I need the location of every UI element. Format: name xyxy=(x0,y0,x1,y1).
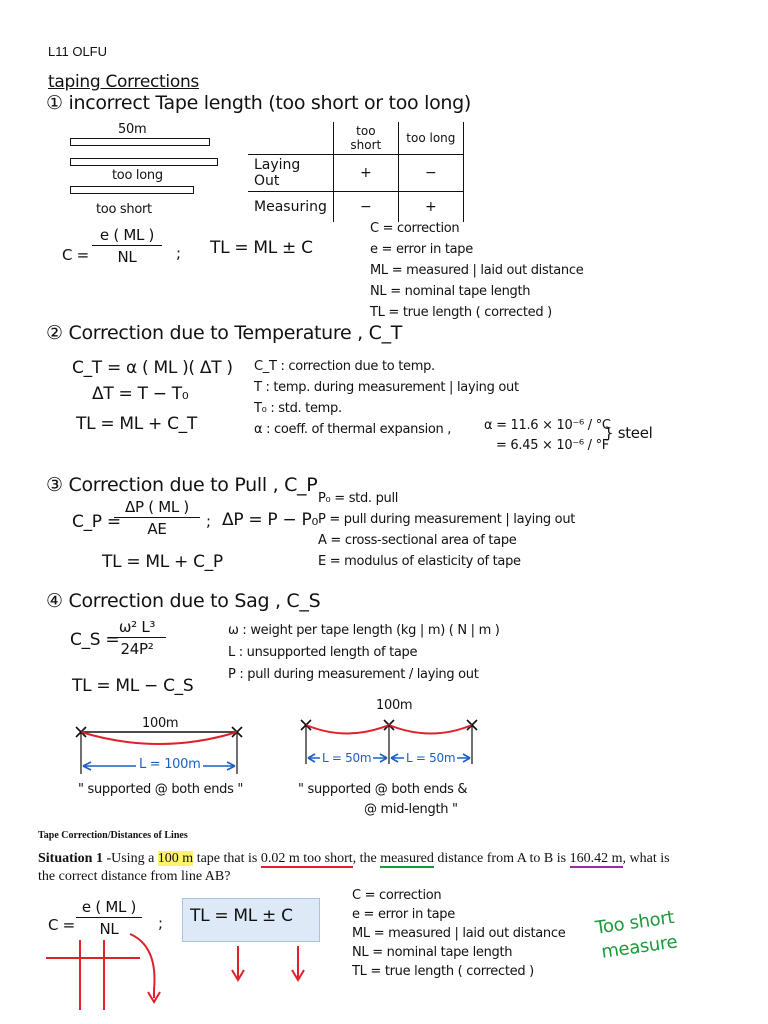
green-note-too-short: Too short xyxy=(594,906,676,939)
pull-fraction xyxy=(114,498,200,538)
row-label-laying-out: Laying Out xyxy=(248,155,333,192)
cell-measuring-short: − xyxy=(333,192,398,223)
legend-ml: ML = measured | laid out distance xyxy=(370,263,584,278)
pull-formula-lhs: C_P = xyxy=(72,512,121,532)
temp-formula-tl: TL = ML + C_T xyxy=(76,414,197,434)
problem-t4: distance from A to B is xyxy=(433,851,570,866)
steel-label: } steel xyxy=(604,424,653,442)
sag2-L2-label: L = 50m xyxy=(406,751,456,765)
pull-semicolon: ; xyxy=(206,512,211,530)
section-1-heading: ① incorrect Tape length (too short or too long) xyxy=(46,92,472,114)
bottom-legend-e: e = error in tape xyxy=(352,907,455,922)
row-label-measuring: Measuring xyxy=(248,192,333,223)
sag1-caption: " supported @ both ends " xyxy=(78,782,244,797)
highlight-measured: measured xyxy=(380,851,434,866)
tape-long-label: too long xyxy=(112,168,163,183)
sag2-caption-2: @ mid-length " xyxy=(364,802,458,817)
legend-p: P = pull during measurement | laying out xyxy=(318,512,576,527)
page-label: L11 OLFU xyxy=(48,44,108,59)
sag2-diagram xyxy=(292,714,492,778)
pull-denominator: AE xyxy=(147,520,167,538)
alpha-fahrenheit: = 6.45 × 10⁻⁶ / °F xyxy=(496,438,609,453)
sag1-diagram xyxy=(64,722,264,782)
sag1-curve xyxy=(81,732,237,744)
bottom-legend-ml: ML = measured | laid out distance xyxy=(352,926,566,941)
temp-formula-ct: C_T = α ( ML )( ΔT ) xyxy=(72,358,233,378)
tape-long-bar xyxy=(70,158,218,166)
notes-title: taping Corrections xyxy=(48,72,199,92)
legend-t: T : temp. during measurement | laying out xyxy=(254,380,519,395)
sag-numerator: ω² L³ xyxy=(108,618,166,638)
legend-omega: ω : weight per tape length (kg | m) ( N | m ) xyxy=(228,623,500,638)
legend-p-sag: P : pull during measurement / laying out xyxy=(228,667,479,682)
tape-50m-label: 50m xyxy=(118,122,147,137)
formula-c-fraction xyxy=(92,226,162,266)
sec4-legend xyxy=(228,620,500,686)
situation-label: Situation 1 - xyxy=(38,851,112,866)
highlight-too-short: 0.02 m too short xyxy=(260,851,353,866)
sag2-length: 100m xyxy=(376,698,413,713)
annotation-red-marks xyxy=(40,930,330,1020)
legend-t0: T₀ : std. temp. xyxy=(254,401,342,416)
legend-l: L : unsupported length of tape xyxy=(228,645,418,660)
legend-p0: P₀ = std. pull xyxy=(318,491,399,506)
legend-e-mod: E = modulus of elasticity of tape xyxy=(318,554,521,569)
green-note-measure: measure xyxy=(600,931,679,963)
formula-c-lhs: C = xyxy=(62,246,89,264)
legend-alpha: α : coeff. of thermal expansion , xyxy=(254,422,452,437)
formula-tl: TL = ML ± C xyxy=(210,238,313,258)
legend-tl: TL = true length ( corrected ) xyxy=(370,305,552,320)
legend-a: A = cross-sectional area of tape xyxy=(318,533,517,548)
formula-c-denominator: NL xyxy=(117,248,137,266)
cell-laying-long: − xyxy=(398,155,463,192)
red-curve-arrow xyxy=(130,934,155,998)
bottom-c-denominator: NL xyxy=(99,920,119,938)
bottom-legend-nl: NL = nominal tape length xyxy=(352,945,513,960)
section-3-heading: ③ Correction due to Pull , C_P xyxy=(46,474,318,496)
legend-nl: NL = nominal tape length xyxy=(370,284,531,299)
tape-short-bar xyxy=(70,186,194,194)
bottom-legend xyxy=(352,886,565,981)
problem-text-line-2: the correct distance from line AB? xyxy=(38,869,231,884)
sag1-L-label: L = 100m xyxy=(136,757,203,772)
tape-short-label: too short xyxy=(96,202,152,217)
bottom-tl: TL = ML ± C xyxy=(190,906,293,926)
problem-t1: Using a xyxy=(111,851,158,866)
bottom-legend-c: C = correction xyxy=(352,888,442,903)
red-vertical-lines xyxy=(80,940,104,1010)
sag-denominator: 24P² xyxy=(120,640,154,658)
highlight-160-42: 160.42 m xyxy=(569,851,623,866)
red-arrow-c xyxy=(292,946,304,980)
section-2-heading: ② Correction due to Temperature , C_T xyxy=(46,322,403,344)
highlight-100m: 100 m xyxy=(157,851,194,866)
sag2-L1-label: L = 50m xyxy=(322,751,372,765)
sag1-length: 100m xyxy=(142,716,179,731)
bottom-c-lhs: C = xyxy=(48,916,75,934)
sec3-legend xyxy=(318,488,575,572)
section-4-heading: ④ Correction due to Sag , C_S xyxy=(46,590,321,612)
problem-t2: tape that is xyxy=(193,851,261,866)
temp-formula-dt: ΔT = T − T₀ xyxy=(92,384,189,404)
sag-tl: TL = ML − C_S xyxy=(72,676,194,696)
formula-semicolon: ; xyxy=(176,244,181,262)
legend-e: e = error in tape xyxy=(370,242,473,257)
sec2-legend xyxy=(254,356,519,440)
bottom-c-numerator: e ( ML ) xyxy=(76,898,142,918)
bottom-legend-tl: TL = true length ( corrected ) xyxy=(352,964,534,979)
col-too-long: too long xyxy=(398,122,463,155)
pull-numerator: ΔP ( ML ) xyxy=(114,498,200,518)
legend-ct: C_T : correction due to temp. xyxy=(254,359,435,374)
problem-t5: , what is xyxy=(622,851,670,866)
pull-dp: ΔP = P − P₀ xyxy=(222,510,319,530)
pull-tl: TL = ML + C_P xyxy=(102,552,223,572)
problem-section-title: Tape Correction/Distances of Lines xyxy=(38,830,188,841)
bottom-semicolon: ; xyxy=(158,914,163,932)
sign-table xyxy=(248,122,464,222)
problem-text-line-1 xyxy=(38,851,670,867)
sag-fraction xyxy=(108,618,166,658)
tape-50m-bar xyxy=(70,138,210,146)
problem-t3: , the xyxy=(352,851,381,866)
sag-formula-lhs: C_S = xyxy=(70,630,120,650)
col-too-short: too short xyxy=(333,122,398,155)
legend-c: C = correction xyxy=(370,221,460,236)
sag2-caption-1: " supported @ both ends & xyxy=(298,782,468,797)
cell-measuring-long: + xyxy=(398,192,463,223)
formula-c-numerator: e ( ML ) xyxy=(92,226,162,246)
sec1-legend xyxy=(370,218,583,323)
red-arrow-ml xyxy=(232,946,244,980)
cell-laying-short: + xyxy=(333,155,398,192)
alpha-celsius: α = 11.6 × 10⁻⁶ / °C xyxy=(484,418,611,433)
